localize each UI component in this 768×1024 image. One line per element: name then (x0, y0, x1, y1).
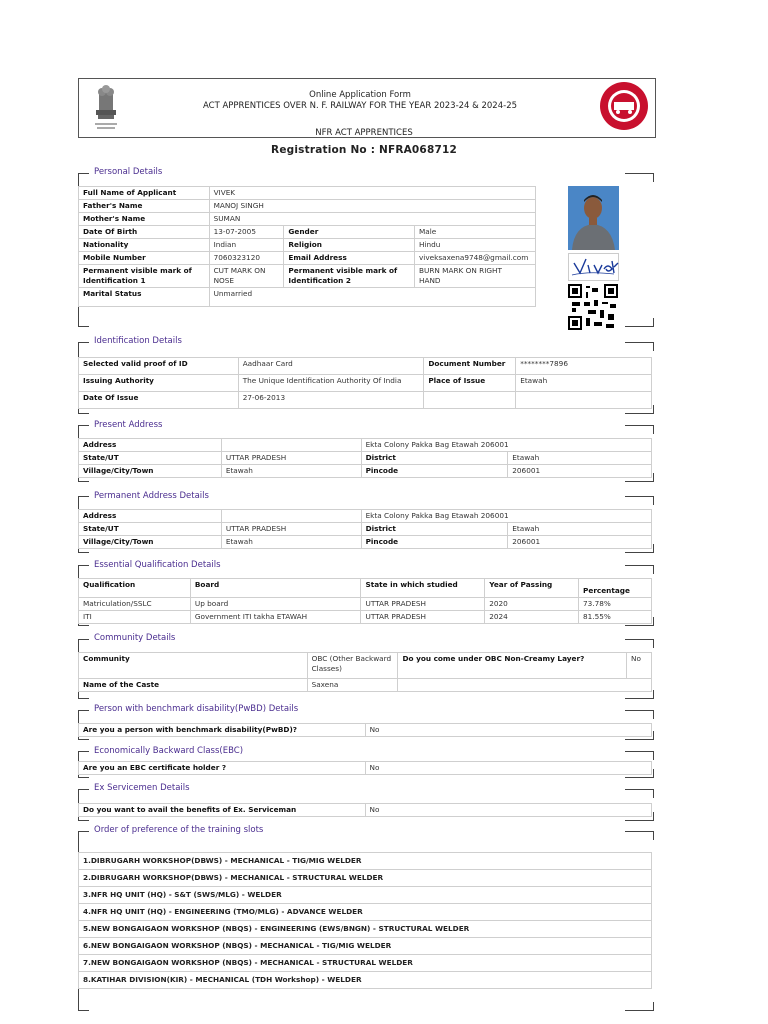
permanent-village: Etawah (221, 536, 361, 549)
column-header: Year of Passing (485, 579, 579, 598)
label-line: Permanent visible mark of (288, 266, 398, 275)
program-name: NFR ACT APPRENTICES (315, 128, 413, 138)
community-table (78, 652, 652, 692)
permanent-pincode: 206001 (508, 536, 652, 549)
cell: Up board (190, 598, 361, 611)
label: District (361, 452, 508, 465)
slot-preference: 3.NFR HQ UNIT (HQ) - S&T (SWS/MLG) - WELDER (79, 887, 652, 904)
training-slots-table (78, 852, 652, 989)
label: Mobile Number (79, 252, 210, 265)
cell: ITI (79, 611, 191, 624)
label: Selected valid proof of ID (79, 358, 239, 375)
label: Gender (284, 226, 415, 239)
empty-cell (516, 392, 652, 409)
label: Marital Status (79, 288, 210, 307)
cell: UTTAR PRADESH (361, 598, 485, 611)
empty-cell (221, 510, 361, 523)
cell: 81.55% (579, 611, 652, 624)
list-item (79, 921, 652, 938)
empty-cell (424, 392, 516, 409)
qualification-table (78, 578, 652, 624)
ebc-title: Economically Backward Class(EBC) (94, 746, 244, 756)
value-line: Classes) (311, 664, 342, 673)
mark2 (414, 265, 535, 288)
training-slots-title: Order of preference of the training slots (94, 825, 264, 835)
permanent-state: UTTAR PRADESH (221, 523, 361, 536)
column-header: Percentage (579, 579, 652, 598)
label: Religion (284, 239, 415, 252)
ebc-table (78, 761, 652, 775)
slot-preference: 7.NEW BONGAIGAON WORKSHOP (NBQS) - MECHANICAL - STRUCTURAL WELDER (79, 955, 652, 972)
value-line: CUT MARK ON (213, 266, 266, 275)
pwbd-table (78, 723, 652, 737)
slot-preference: 4.NFR HQ UNIT (HQ) - ENGINEERING (TMO/MLG) - ADVANCE WELDER (79, 904, 652, 921)
label: Address (79, 510, 222, 523)
empty-cell (221, 439, 361, 452)
label: Pincode (361, 536, 508, 549)
present-address: Ekta Colony Pakka Bag Etawah 206001 (361, 439, 651, 452)
list-item (79, 904, 652, 921)
email: viveksaxena9748@gmail.com (414, 252, 535, 265)
column-header: Board (190, 579, 361, 598)
gender: Male (414, 226, 535, 239)
caste-value: Saxena (307, 679, 398, 692)
national-emblem-icon (90, 80, 122, 132)
permanent-address: Ekta Colony Pakka Bag Etawah 206001 (361, 510, 651, 523)
label: Do you come under OBC Non-Creamy Layer? (398, 653, 627, 679)
ex-servicemen-answer: No (365, 804, 651, 817)
label: Address (79, 439, 222, 452)
identification-table (78, 357, 652, 409)
ebc-answer: No (365, 762, 651, 775)
empty-cell (398, 679, 652, 692)
community-value (307, 653, 398, 679)
label: Date Of Birth (79, 226, 210, 239)
ex-servicemen-table (78, 803, 652, 817)
community-title: Community Details (94, 633, 176, 643)
nationality: Indian (209, 239, 284, 252)
date-of-issue: 27-06-2013 (238, 392, 424, 409)
dob: 13-07-2005 (209, 226, 284, 239)
person-photo-icon (568, 186, 619, 250)
identification-title: Identification Details (94, 336, 182, 346)
slot-preference: 1.DIBRUGARH WORKSHOP(DBWS) - MECHANICAL - TIG/MIG WELDER (79, 853, 652, 870)
value-line: BURN MARK ON RIGHT (418, 266, 502, 275)
issuing-authority: The Unique Identification Authority Of India (238, 375, 424, 392)
mark1 (209, 265, 284, 288)
registration-number: Registration No : NFRA068712 (271, 144, 457, 156)
present-address-title: Present Address (94, 420, 163, 430)
place-of-issue: Etawah (516, 375, 652, 392)
non-creamy-value: No (626, 653, 651, 679)
id-proof: Aadhaar Card (238, 358, 424, 375)
list-item (79, 870, 652, 887)
label: State/UT (79, 452, 222, 465)
value-line: NOSE (213, 276, 235, 285)
cell: 2020 (485, 598, 579, 611)
label: Father's Name (79, 200, 210, 213)
table-row (79, 611, 652, 624)
list-item (79, 938, 652, 955)
label: Are you a person with benchmark disability(PwBD)? (79, 724, 366, 737)
present-pincode: 206001 (508, 465, 652, 478)
label (284, 265, 415, 288)
label: State/UT (79, 523, 222, 536)
list-item (79, 853, 652, 870)
list-item (79, 972, 652, 989)
column-header: State in which studied (361, 579, 485, 598)
personal-details-title: Personal Details (94, 167, 163, 177)
label: Nationality (79, 239, 210, 252)
cell: UTTAR PRADESH (361, 611, 485, 624)
religion: Hindu (414, 239, 535, 252)
mobile: 7060323120 (209, 252, 284, 265)
value-line: HAND (418, 276, 441, 285)
document-number: ********7896 (516, 358, 652, 375)
label: Pincode (361, 465, 508, 478)
label: Email Address (284, 252, 415, 265)
father-name: MANOJ SINGH (209, 200, 535, 213)
label: Document Number (424, 358, 516, 375)
cell: 2024 (485, 611, 579, 624)
list-item (79, 955, 652, 972)
mother-name: SUMAN (209, 213, 535, 226)
present-village: Etawah (221, 465, 361, 478)
cell: 73.78% (579, 598, 652, 611)
slot-preference: 5.NEW BONGAIGAON WORKSHOP (NBQS) - ENGINEERING (EWS/BNGN) - STRUCTURAL WELDER (79, 921, 652, 938)
permanent-address-table (78, 509, 652, 549)
pwbd-title: Person with benchmark disability(PwBD) Details (94, 704, 299, 714)
list-item (79, 887, 652, 904)
applicant-photo (568, 186, 619, 250)
label-line: Identification 2 (288, 276, 351, 285)
present-district: Etawah (508, 452, 652, 465)
permanent-address-title: Permanent Address Details (94, 491, 209, 501)
label: Village/City/Town (79, 465, 222, 478)
railway-logo-icon (598, 80, 650, 132)
form-title: Online Application Form (309, 90, 411, 100)
label: Place of Issue (424, 375, 516, 392)
slot-preference: 2.DIBRUGARH WORKSHOP(DBWS) - MECHANICAL - STRUCTURAL WELDER (79, 870, 652, 887)
present-state: UTTAR PRADESH (221, 452, 361, 465)
label-line: Permanent visible mark of (83, 266, 192, 275)
label: Name of the Caste (79, 679, 308, 692)
label: Are you an EBC certificate holder ? (79, 762, 366, 775)
table-row (79, 598, 652, 611)
column-header: Qualification (79, 579, 191, 598)
label: Date Of Issue (79, 392, 239, 409)
label: Full Name of Applicant (79, 187, 210, 200)
label: District (361, 523, 508, 536)
personal-details-table (78, 186, 536, 307)
label: Issuing Authority (79, 375, 239, 392)
label: Mother's Name (79, 213, 210, 226)
signature-image (568, 253, 619, 281)
full-name: VIVEK (209, 187, 535, 200)
slot-preference: 6.NEW BONGAIGAON WORKSHOP (NBQS) - MECHANICAL - TIG/MIG WELDER (79, 938, 652, 955)
marital-status: Unmarried (209, 288, 535, 307)
slot-preference: 8.KATIHAR DIVISION(KIR) - MECHANICAL (TDH Workshop) - WELDER (79, 972, 652, 989)
label (79, 265, 210, 288)
present-address-table (78, 438, 652, 478)
label: Do you want to avail the benefits of Ex. Serviceman (79, 804, 366, 817)
pwbd-answer: No (365, 724, 651, 737)
label: Community (79, 653, 308, 679)
ex-servicemen-title: Ex Servicemen Details (94, 783, 190, 793)
label-line: Identification 1 (83, 276, 146, 285)
value-line: OBC (Other Backward (311, 654, 392, 663)
form-subtitle: ACT APPRENTICES OVER N. F. RAILWAY FOR THE YEAR 2023-24 & 2024-25 (202, 101, 518, 111)
qr-code-icon (568, 284, 618, 330)
cell: Government ITI takha ETAWAH (190, 611, 361, 624)
qualification-title: Essential Qualification Details (94, 560, 221, 570)
permanent-district: Etawah (508, 523, 652, 536)
label: Village/City/Town (79, 536, 222, 549)
cell: Matriculation/SSLC (79, 598, 191, 611)
